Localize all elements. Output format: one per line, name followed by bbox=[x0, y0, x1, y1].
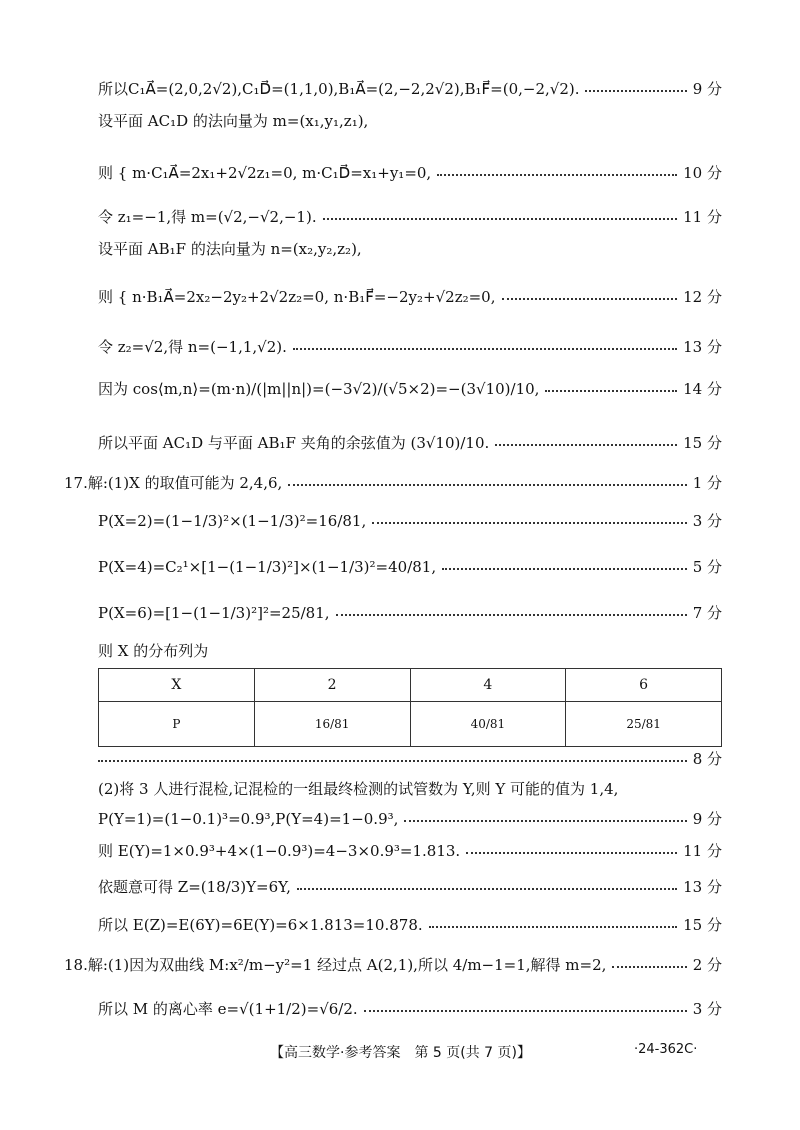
line-n-result: 令 z₂=√2,得 n=(−1,1,√2). 13 分 bbox=[98, 338, 722, 356]
table-cell: 25/81 bbox=[566, 702, 722, 747]
line-q17-start: 17.解:(1)X 的取值可能为 2,4,6, 1 分 bbox=[64, 474, 722, 492]
line-m-result: 令 z₁=−1,得 m=(√2,−√2,−1). 11 分 bbox=[98, 208, 722, 226]
page-footer: 【高三数学·参考答案 第 5 页(共 7 页)】 bbox=[270, 1045, 531, 1061]
table-header-cell: 2 bbox=[254, 669, 410, 702]
line-py: P(Y=1)=(1−0.1)³=0.9³,P(Y=4)=1−0.9³, 9 分 bbox=[98, 809, 722, 828]
line-q18-start: 18.解:(1)因为双曲线 M:x²/m−y²=1 经过点 A(2,1),所以 4/m−1=1,解得 m=2, 2 分 bbox=[64, 956, 722, 974]
table-cell: 16/81 bbox=[254, 702, 410, 747]
line-ez: 所以 E(Z)=E(6Y)=6E(Y)=6×1.813=10.878. 15 分 bbox=[98, 916, 722, 934]
line-z: 依题意可得 Z=(18/3)Y=6Y, 13 分 bbox=[98, 878, 722, 896]
line-system-m: 则 { m·C₁A⃗=2x₁+2√2z₁=0, m·C₁D⃗=x₁+y₁=0, 10 分 bbox=[98, 164, 722, 182]
table-header-cell: 4 bbox=[410, 669, 566, 702]
line-system-n: 则 { n·B₁A⃗=2x₂−2y₂+2√2z₂=0, n·B₁F⃗=−2y₂+√2z₂=0, 12 分 bbox=[98, 288, 722, 306]
distribution-table bbox=[98, 668, 722, 747]
line-ey: 则 E(Y)=1×0.9³+4×(1−0.9³)=4−3×0.9³=1.813. 11 分 bbox=[98, 842, 722, 860]
document-code: ·24-362C· bbox=[634, 1042, 698, 1057]
table-row bbox=[99, 702, 722, 747]
line-normal-n: 设平面 AB₁F 的法向量为 n=(x₂,y₂,z₂), bbox=[98, 240, 362, 258]
line-px6: P(X=6)=[1−(1−1/3)²]²=25/81, 7 分 bbox=[98, 603, 722, 622]
table-header-cell: X bbox=[99, 669, 255, 702]
line-cosine: 因为 cos⟨m,n⟩=(m·n)/(|m||n|)=(−3√2)/(√5×2)=−(3√10)/10, 14 分 bbox=[98, 380, 722, 398]
table-cell: 40/81 bbox=[410, 702, 566, 747]
line-px4: P(X=4)=C₂¹×[1−(1−1/3)²]×(1−1/3)²=40/81, 5 分 bbox=[98, 557, 722, 576]
line-dist-intro: 则 X 的分布列为 bbox=[98, 642, 209, 660]
line-angle-conclusion: 所以平面 AC₁D 与平面 AB₁F 夹角的余弦值为 (3√10)/10. 15 分 bbox=[98, 434, 722, 452]
line-px2: P(X=2)=(1−1/3)²×(1−1/3)²=16/81, 3 分 bbox=[98, 511, 722, 530]
line-part2-intro: (2)将 3 人进行混检,记混检的一组最终检测的试管数为 Y,则 Y 可能的值为 1,4, bbox=[98, 780, 619, 798]
table-header-cell: 6 bbox=[566, 669, 722, 702]
line-normal-m: 设平面 AC₁D 的法向量为 m=(x₁,y₁,z₁), bbox=[98, 112, 369, 130]
line-table-score: 8 分 bbox=[98, 748, 722, 769]
line-vectors: 所以C₁A⃗=(2,0,2√2),C₁D⃗=(1,1,0),B₁A⃗=(2,−2,2√2),B₁F⃗=(0,−2,√2). 9 分 bbox=[98, 80, 722, 98]
table-row bbox=[99, 669, 722, 702]
line-eccentricity: 所以 M 的离心率 e=√(1+1/2)=√6/2. 3 分 bbox=[98, 1000, 722, 1018]
table-cell: P bbox=[99, 702, 255, 747]
